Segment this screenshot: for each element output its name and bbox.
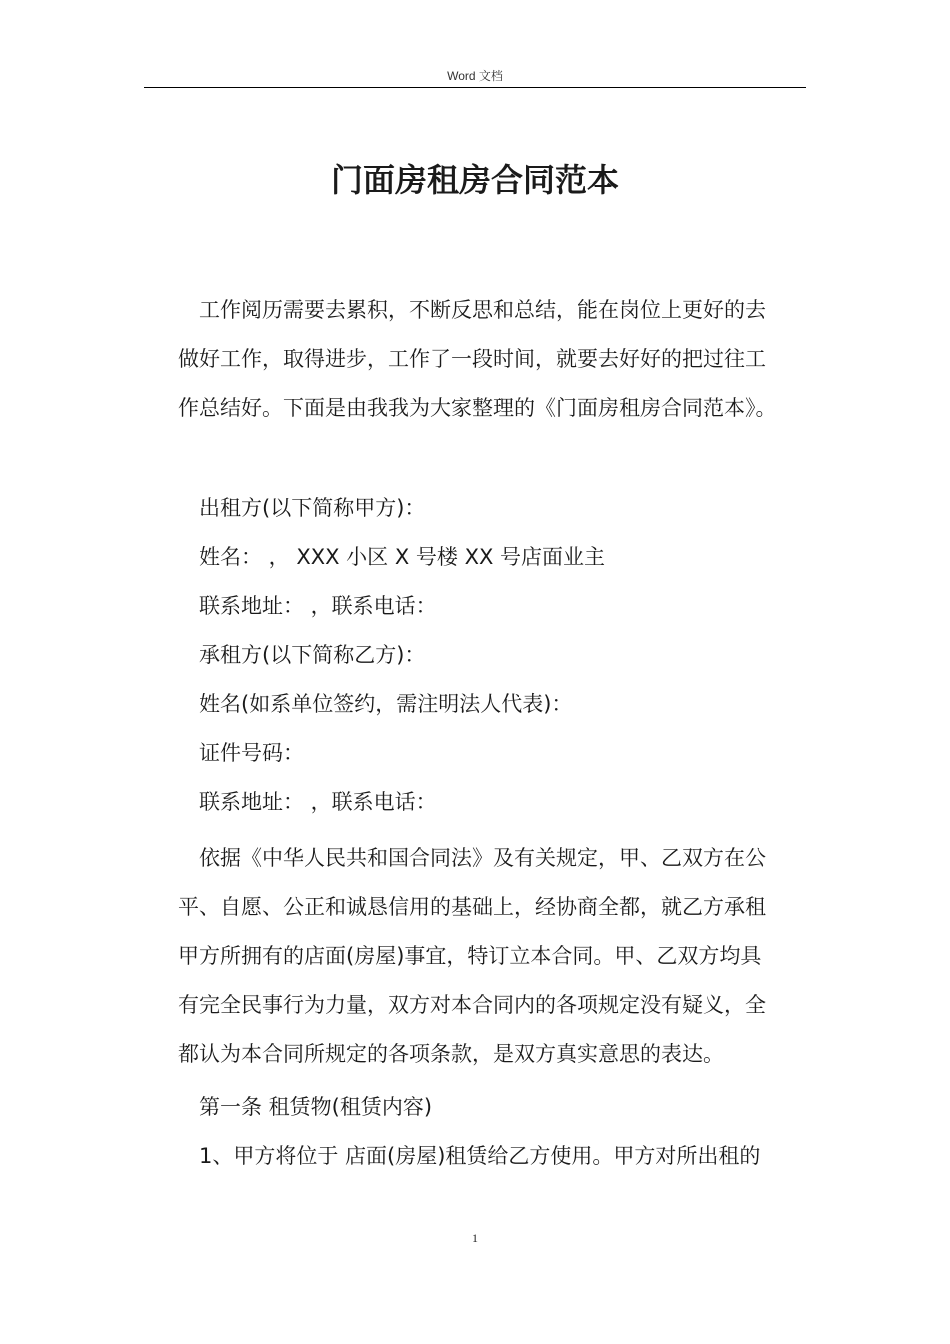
lessor-contact-line: 联系地址： ，联系电话： (199, 594, 437, 618)
lessee-id-line: 证件号码： (199, 741, 304, 765)
lessee-contact-line: 联系地址： ，联系电话： (199, 790, 437, 814)
basis-line: 有完全民事行为力量，双方对本合同内的各项规定没有疑义，全 (178, 993, 766, 1017)
lessor-heading: 出租方(以下简称甲方)： (199, 496, 426, 520)
lessee-heading: 承租方(以下简称乙方)： (199, 643, 426, 667)
article-1-block (178, 1083, 818, 1181)
page-number: 1 (472, 1231, 478, 1245)
intro-line: 作总结好。下面是由我我为大家整理的《门面房租房合同范本》。 (178, 396, 777, 420)
intro-line: 做好工作，取得进步，工作了一段时间，就要去好好的把过往工 (178, 347, 766, 371)
lessor-name-line: 姓名： ， XXX 小区 X 号楼 XX 号店面业主 (199, 545, 606, 569)
page-header-label: Word 文档 (447, 69, 503, 83)
party-info-block (178, 484, 818, 827)
article-1-item-1: 1、甲方将位于 店面(房屋)租赁给乙方使用。甲方对所出租的 (199, 1144, 761, 1168)
header-divider (144, 87, 806, 88)
intro-line: 工作阅历需要去累积，不断反思和总结，能在岗位上更好的去 (199, 298, 766, 322)
basis-paragraph (178, 834, 818, 1079)
basis-line: 依据《中华人民共和国合同法》及有关规定，甲、乙双方在公 (199, 846, 766, 870)
lessee-name-line: 姓名(如系单位签约，需注明法人代表)： (199, 692, 573, 716)
intro-paragraph (178, 286, 818, 433)
article-1-heading: 第一条 租赁物(租赁内容) (199, 1095, 433, 1119)
basis-line: 都认为本合同所规定的各项条款，是双方真实意思的表达。 (178, 1042, 724, 1066)
document-title: 门面房租房合同范本 (330, 161, 619, 199)
basis-line: 平、自愿、公正和诚恳信用的基础上，经协商全都，就乙方承租 (178, 895, 766, 919)
basis-line: 甲方所拥有的店面(房屋)事宜，特订立本合同。甲、乙双方均具 (178, 944, 762, 968)
